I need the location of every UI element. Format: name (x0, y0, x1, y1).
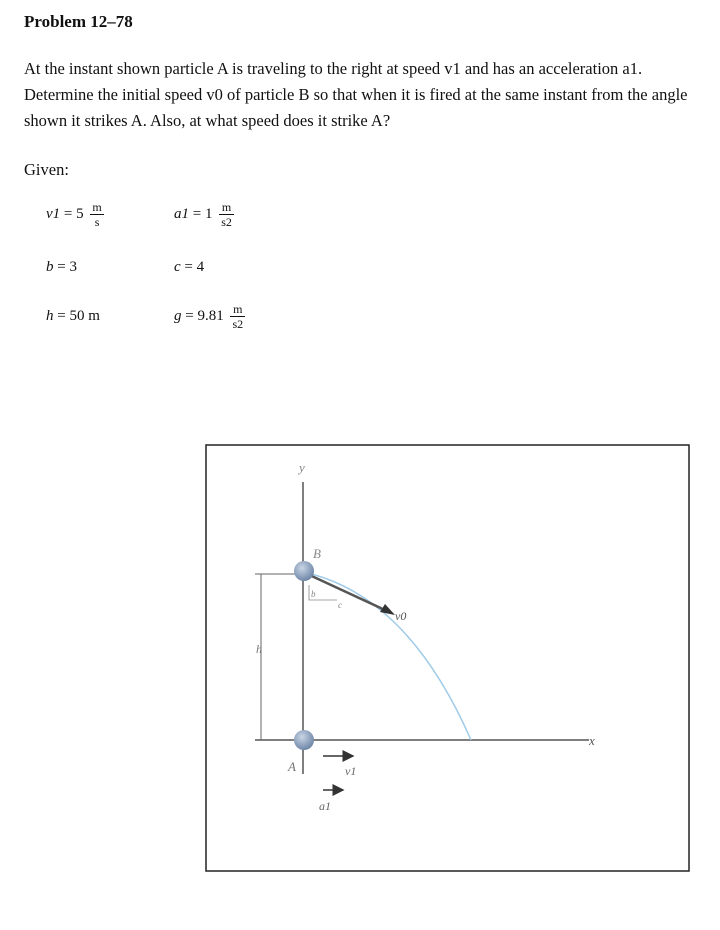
given-h (46, 308, 100, 325)
b-symbol: b (46, 259, 54, 275)
x-axis-label: x (589, 733, 595, 748)
problem-title: Problem 12–78 (24, 12, 133, 31)
v1-unit-num: m (92, 200, 102, 214)
given-label: Given: (24, 160, 69, 179)
figure-frame (206, 445, 689, 871)
g-unit (230, 302, 245, 331)
g-unit-num: m (230, 302, 245, 317)
h-symbol: h (46, 308, 54, 324)
a1-symbol: a1 (174, 205, 189, 222)
slope-b-label: b (311, 589, 316, 599)
a1-unit-num: m (219, 200, 234, 215)
particle-a-label: A (288, 759, 296, 774)
g-symbol: g (174, 307, 182, 324)
c-eq: = (184, 259, 193, 275)
given-v1 (46, 200, 104, 229)
a1-label: a1 (319, 799, 331, 813)
g-value: 9.81 (197, 307, 224, 324)
particle-b (294, 561, 314, 581)
g-eq: = (185, 307, 194, 324)
v0-label: v0 (395, 609, 407, 623)
problem-figure (205, 444, 691, 874)
b-eq: = (57, 259, 66, 275)
v1-label: v1 (345, 764, 357, 778)
c-value: 4 (196, 259, 205, 275)
particle-a (294, 730, 314, 750)
v1-symbol: v1 (46, 205, 61, 222)
given-a1 (174, 200, 234, 229)
a1-unit-den: s2 (221, 215, 232, 229)
given-g (174, 302, 245, 331)
given-b (46, 259, 77, 276)
g-unit-den: s2 (232, 317, 244, 331)
v1-value: 5 (76, 205, 84, 222)
b-value: 3 (69, 259, 77, 275)
a1-unit (219, 200, 234, 229)
height-label: h (256, 642, 262, 656)
a1-value: 1 (204, 205, 213, 222)
v1-unit-den: s (94, 215, 100, 229)
slope-c-label: c (338, 600, 342, 610)
h-eq: = (57, 308, 66, 324)
y-axis-label: y (299, 460, 305, 475)
v1-unit (90, 200, 103, 229)
h-value: 50 m (69, 308, 100, 324)
a1-eq: = (192, 205, 202, 222)
given-c (174, 259, 204, 276)
v1-eq: = (63, 205, 73, 222)
problem-statement: At the instant shown particle A is traveling to the right at speed v1 and has an acceleration a1. Determine the initial speed v0 of particle B so that when it is fired at the same instant from the angle shown it strikes A. Also, at what speed does it strike A? (24, 59, 688, 130)
c-symbol: c (174, 259, 181, 275)
particle-b-label: B (313, 546, 321, 561)
